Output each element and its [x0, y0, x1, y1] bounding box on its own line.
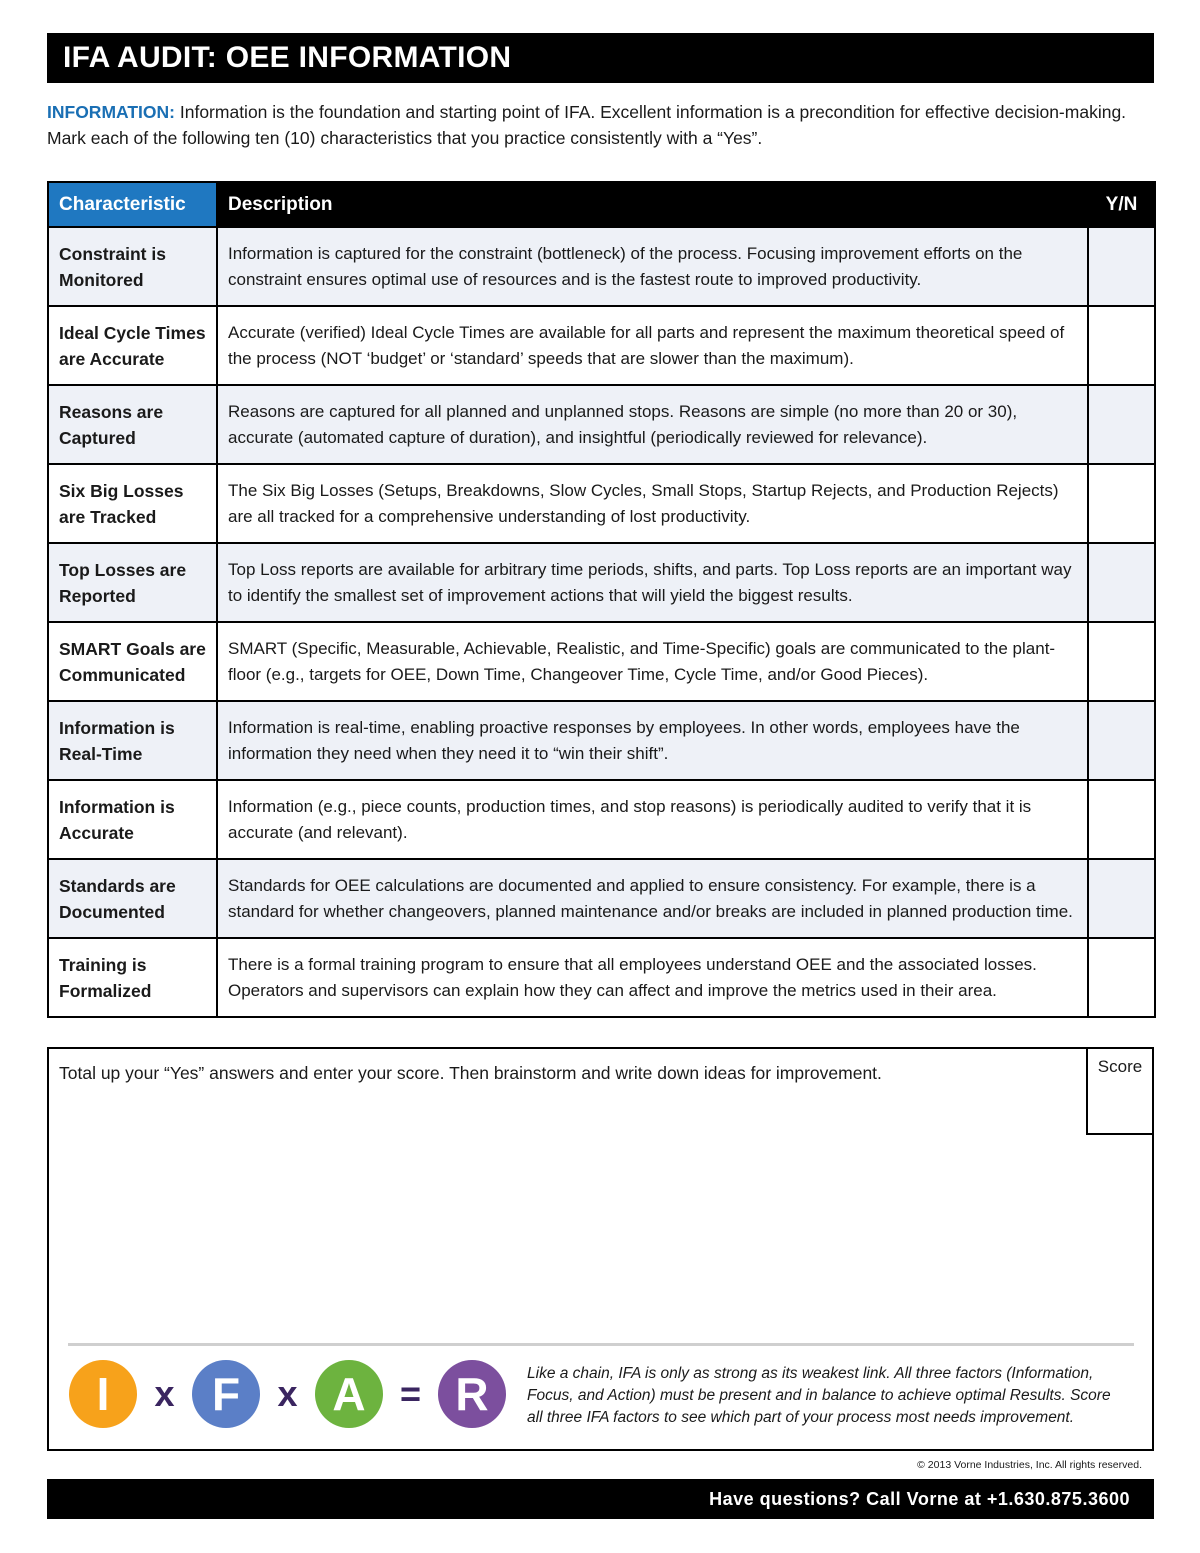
table-row [48, 938, 1155, 1017]
table-row [48, 464, 1155, 543]
description-cell: There is a formal training program to ensure that all employees understand OEE and the associated losses. Operators and supervisors can explain how they can affect and improve the metrics used in their area. [217, 938, 1088, 1017]
multiply-operator: x [154, 1373, 175, 1414]
yn-answer-cell[interactable] [1088, 938, 1155, 1017]
yn-answer-cell[interactable] [1088, 780, 1155, 859]
table-header-row [48, 182, 1155, 227]
footer-contact: Have questions? Call Vorne at +1.630.875.3600 [709, 1488, 1130, 1509]
equals-operator: = [399, 1373, 422, 1414]
action-circle-icon: A [315, 1360, 383, 1428]
score-label: Score [1097, 1057, 1143, 1076]
yn-answer-cell[interactable] [1088, 701, 1155, 780]
intro-text: Information is the foundation and starting point of IFA. Excellent information is a precondition for effective decision-making. Mark each of the following ten (10) characteristics that you practice consistently with a “Yes”. [47, 102, 1127, 148]
characteristic-cell: Standards are Documented [48, 859, 217, 938]
characteristic-cell: Reasons are Captured [48, 385, 217, 464]
copyright-notice: © 2013 Vorne Industries, Inc. All rights reserved. [917, 1459, 1142, 1471]
multiply-operator: x [277, 1373, 298, 1414]
ifa-equation [69, 1360, 509, 1428]
description-cell: Reasons are captured for all planned and unplanned stops. Reasons are simple (no more than 20 or 30), accurate (automated capture of duration), and insightful (periodically reviewed for relevance). [217, 385, 1088, 464]
yn-answer-cell[interactable] [1088, 622, 1155, 701]
characteristic-cell: Constraint is Monitored [48, 227, 217, 306]
focus-circle-icon: F [192, 1360, 260, 1428]
page-title: IFA AUDIT: OEE INFORMATION [63, 41, 512, 74]
table-row [48, 227, 1155, 306]
yn-answer-cell[interactable] [1088, 859, 1155, 938]
chain-explanation: Like a chain, IFA is only as strong as its weakest link. All three factors (Information, Focus, and Action) must be present and in balance to achieve optimal Results. Score all three IFA factors to see which part of your process most needs improvement. [527, 1365, 1111, 1426]
yn-answer-cell[interactable] [1088, 385, 1155, 464]
header-description: Description [217, 182, 1088, 227]
table-row [48, 780, 1155, 859]
description-cell: Top Loss reports are available for arbitrary time periods, shifts, and parts. Top Loss reports are an important way to identify the smallest set of improvement actions that will yield the biggest results. [217, 543, 1088, 622]
yn-answer-cell[interactable] [1088, 227, 1155, 306]
characteristic-cell: Six Big Losses are Tracked [48, 464, 217, 543]
table-row [48, 385, 1155, 464]
description-cell: Standards for OEE calculations are documented and applied to ensure consistency. For example, there is a standard for whether changeovers, planned maintenance and/or breaks are included in planned production time. [217, 859, 1088, 938]
description-cell: Accurate (verified) Ideal Cycle Times are available for all parts and represent the maximum theoretical speed of the process (NOT ‘budget’ or ‘standard’ speeds that are slower than the maximum). [217, 306, 1088, 385]
table-row [48, 859, 1155, 938]
yn-answer-cell[interactable] [1088, 543, 1155, 622]
characteristic-cell: Information is Accurate [48, 780, 217, 859]
section-divider [68, 1343, 1134, 1346]
characteristic-cell: Information is Real-Time [48, 701, 217, 780]
table-row [48, 622, 1155, 701]
footer-bar [47, 1479, 1154, 1519]
score-notes-box[interactable] [47, 1047, 1154, 1451]
characteristic-cell: SMART Goals are Communicated [48, 622, 217, 701]
information-circle-icon: I [69, 1360, 137, 1428]
table-row [48, 306, 1155, 385]
score-prompt: Total up your “Yes” answers and enter your score. Then brainstorm and write down ideas for improvement. [59, 1063, 882, 1083]
intro-lead: INFORMATION: [47, 102, 175, 122]
description-cell: The Six Big Losses (Setups, Breakdowns, Slow Cycles, Small Stops, Startup Rejects, and Production Rejects) are all tracked for a comprehensive understanding of lost productivity. [217, 464, 1088, 543]
header-characteristic: Characteristic [48, 182, 217, 227]
characteristic-cell: Top Losses are Reported [48, 543, 217, 622]
description-cell: SMART (Specific, Measurable, Achievable, Realistic, and Time-Specific) goals are communicated to the plant-floor (e.g., targets for OEE, Down Time, Changeover Time, Cycle Time, and/or Good Pieces). [217, 622, 1088, 701]
header-yn: Y/N [1088, 182, 1155, 227]
score-cell[interactable] [1086, 1047, 1154, 1135]
yn-answer-cell[interactable] [1088, 464, 1155, 543]
table-row [48, 543, 1155, 622]
page-title-bar [47, 33, 1154, 83]
audit-table [47, 181, 1156, 1018]
yn-answer-cell[interactable] [1088, 306, 1155, 385]
description-cell: Information is real-time, enabling proactive responses by employees. In other words, employees have the information they need when they need it to “win their shift”. [217, 701, 1088, 780]
characteristic-cell: Training is Formalized [48, 938, 217, 1017]
description-cell: Information (e.g., piece counts, production times, and stop reasons) is periodically audited to verify that it is accurate (and relevant). [217, 780, 1088, 859]
table-row [48, 701, 1155, 780]
characteristic-cell: Ideal Cycle Times are Accurate [48, 306, 217, 385]
intro-paragraph [47, 99, 1157, 151]
results-circle-icon: R [438, 1360, 506, 1428]
description-cell: Information is captured for the constraint (bottleneck) of the process. Focusing improvement efforts on the constraint ensures optimal use of resources and is the fastest route to improved productivity. [217, 227, 1088, 306]
